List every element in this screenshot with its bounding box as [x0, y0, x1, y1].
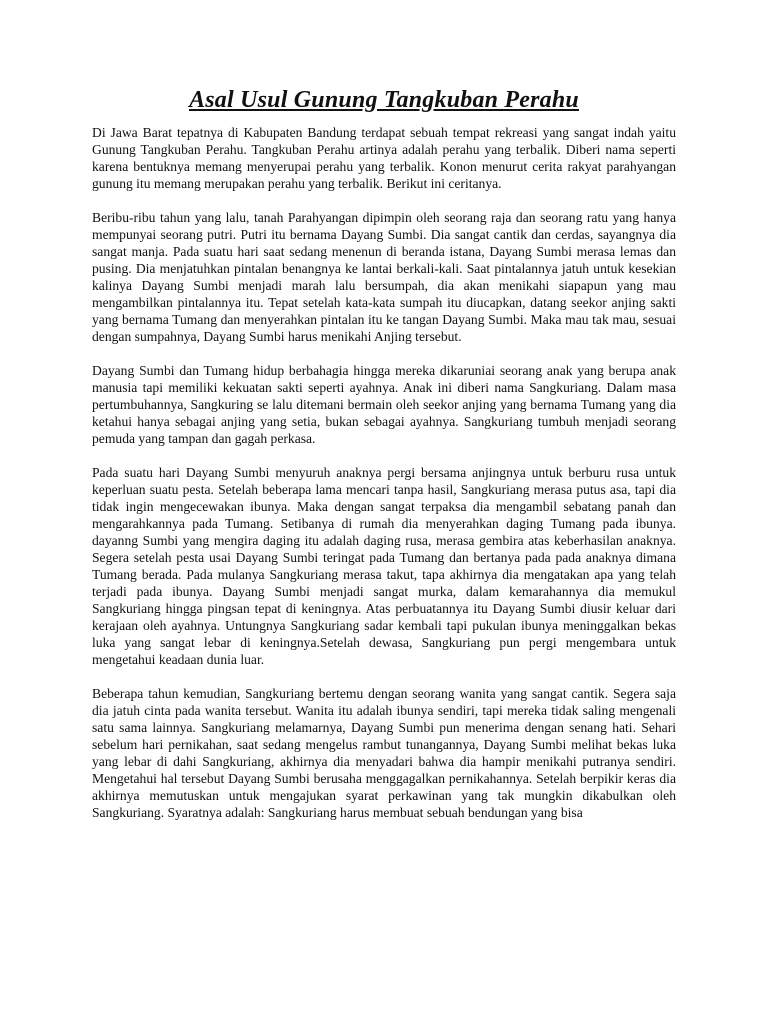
paragraph-3: Dayang Sumbi dan Tumang hidup berbahagia hingga mereka dikaruniai seorang anak yang berupa anak manusia tapi memiliki kekuatan sakti seperti ayahnya. Anak ini diberi nama Sangkuriang. Dalam masa pertumbuhannya, Sangkuring se lalu ditemani bermain oleh seekor anjing yang bernama Tumang yang dia ketahui hanya sebagai anjing yang setia, bukan sebagai ayahnya. Sangkuriang tumbuh menjadi seorang pemuda yang tampan dan gagah perkasa. [92, 363, 676, 446]
paragraph-2: Beribu-ribu tahun yang lalu, tanah Parahyangan dipimpin oleh seorang raja dan seorang ratu yang hanya mempunyai seorang putri. Putri itu bernama Dayang Sumbi. Dia sangat cantik dan cerdas, sayangnya dia sangat manja. Pada suatu hari saat sedang menenun di beranda istana, Dayang Sumbi merasa lemas dan pusing. Dia menjatuhkan pintalan benangnya ke lantai berkali-kali. Saat pintalannya jatuh untuk kesekian kalinya Dayang Sumbi menjadi marah lalu bersumpah, dia akan menikahi siapapun yang mau mengambilkan pintalannya itu. Tepat setelah kata-kata sumpah itu diucapkan, datang seekor anjing sakti yang bernama Tumang dan menyerahkan pintalan itu ke tangan Dayang Sumbi. Maka mau tak mau, sesuai dengan sumpahnya, Dayang Sumbi harus menikahi Anjing tersebut. [92, 210, 676, 344]
paragraph-1: Di Jawa Barat tepatnya di Kabupaten Bandung terdapat sebuah tempat rekreasi yang sangat indah yaitu Gunung Tangkuban Perahu. Tangkuban Perahu artinya adalah perahu yang terbalik. Diberi nama seperti karena bentuknya memang menyerupai perahu yang terbalik. Konon menurut cerita rakyat parahyangan gunung itu memang merupakan perahu yang terbalik. Berikut ini ceritanya. [92, 125, 676, 191]
document-title: Asal Usul Gunung Tangkuban Perahu [189, 87, 579, 113]
paragraph-4: Pada suatu hari Dayang Sumbi menyuruh anaknya pergi bersama anjingnya untuk berburu rusa untuk keperluan suatu pesta. Setelah beberapa lama mencari tanpa hasil, Sangkuriang merasa putus asa, tapi dia tidak ingin mengecewakan ibunya. Maka dengan sangat terpaksa dia mengambil sebatang panah dan mengarahkannya pada Tumang. Setibanya di rumah dia menyerahkan daging Tumang pada ibunya. dayanng Sumbi yang mengira daging itu adalah daging rusa, merasa gembira atas keberhasilan anaknya. Segera setelah pesta usai Dayang Sumbi teringat pada Tumang dan bertanya pada pada anaknya dimana Tumang berada. Pada mulanya Sangkuriang merasa takut, tapa akhirnya dia mengatakan apa yang telah terjadi pada ibunya. Dayang Sumbi menjadi sangat murka, dalam kemarahannya dia memukul Sangkuriang hingga pingsan tepat di keningnya. Atas perbuatannya itu Dayang Sumbi diusir keluar dari kerajaan oleh ayahnya. Untungnya Sangkuriang sadar kembali tapi pukulan ibunya meninggalkan bekas luka yang sangat lebar di keningnya.Setelah dewasa, Sangkuriang pun pergi mengembara untuk mengetahui keadaan dunia luar. [92, 465, 676, 667]
document-body [92, 124, 676, 1024]
paragraph-5: Beberapa tahun kemudian, Sangkuriang bertemu dengan seorang wanita yang sangat cantik. Segera saja dia jatuh cinta pada wanita tersebut. Wanita itu adalah ibunya sendiri, tapi mereka tidak saling mengenali satu sama lainnya. Sangkuriang melamarnya, Dayang Sumbi pun menerima dengan senang hati. Sehari sebelum hari pernikahan, saat sedang mengelus rambut tunangannya, Dayang Sumbi melihat bekas luka yang lebar di dahi Sangkuriang, akhirnya dia menyadari bahwa dia hampir menikahi putranya sendiri. Mengetahui hal tersebut Dayang Sumbi berusaha menggagalkan pernikahannya. Setelah berpikir keras dia akhirnya memutuskan untuk mengajukan syarat perkawinan yang tak mungkin dikabulkan oleh Sangkuriang. Syaratnya adalah: Sangkuriang harus membuat sebuah bendungan yang bisa [92, 686, 676, 820]
